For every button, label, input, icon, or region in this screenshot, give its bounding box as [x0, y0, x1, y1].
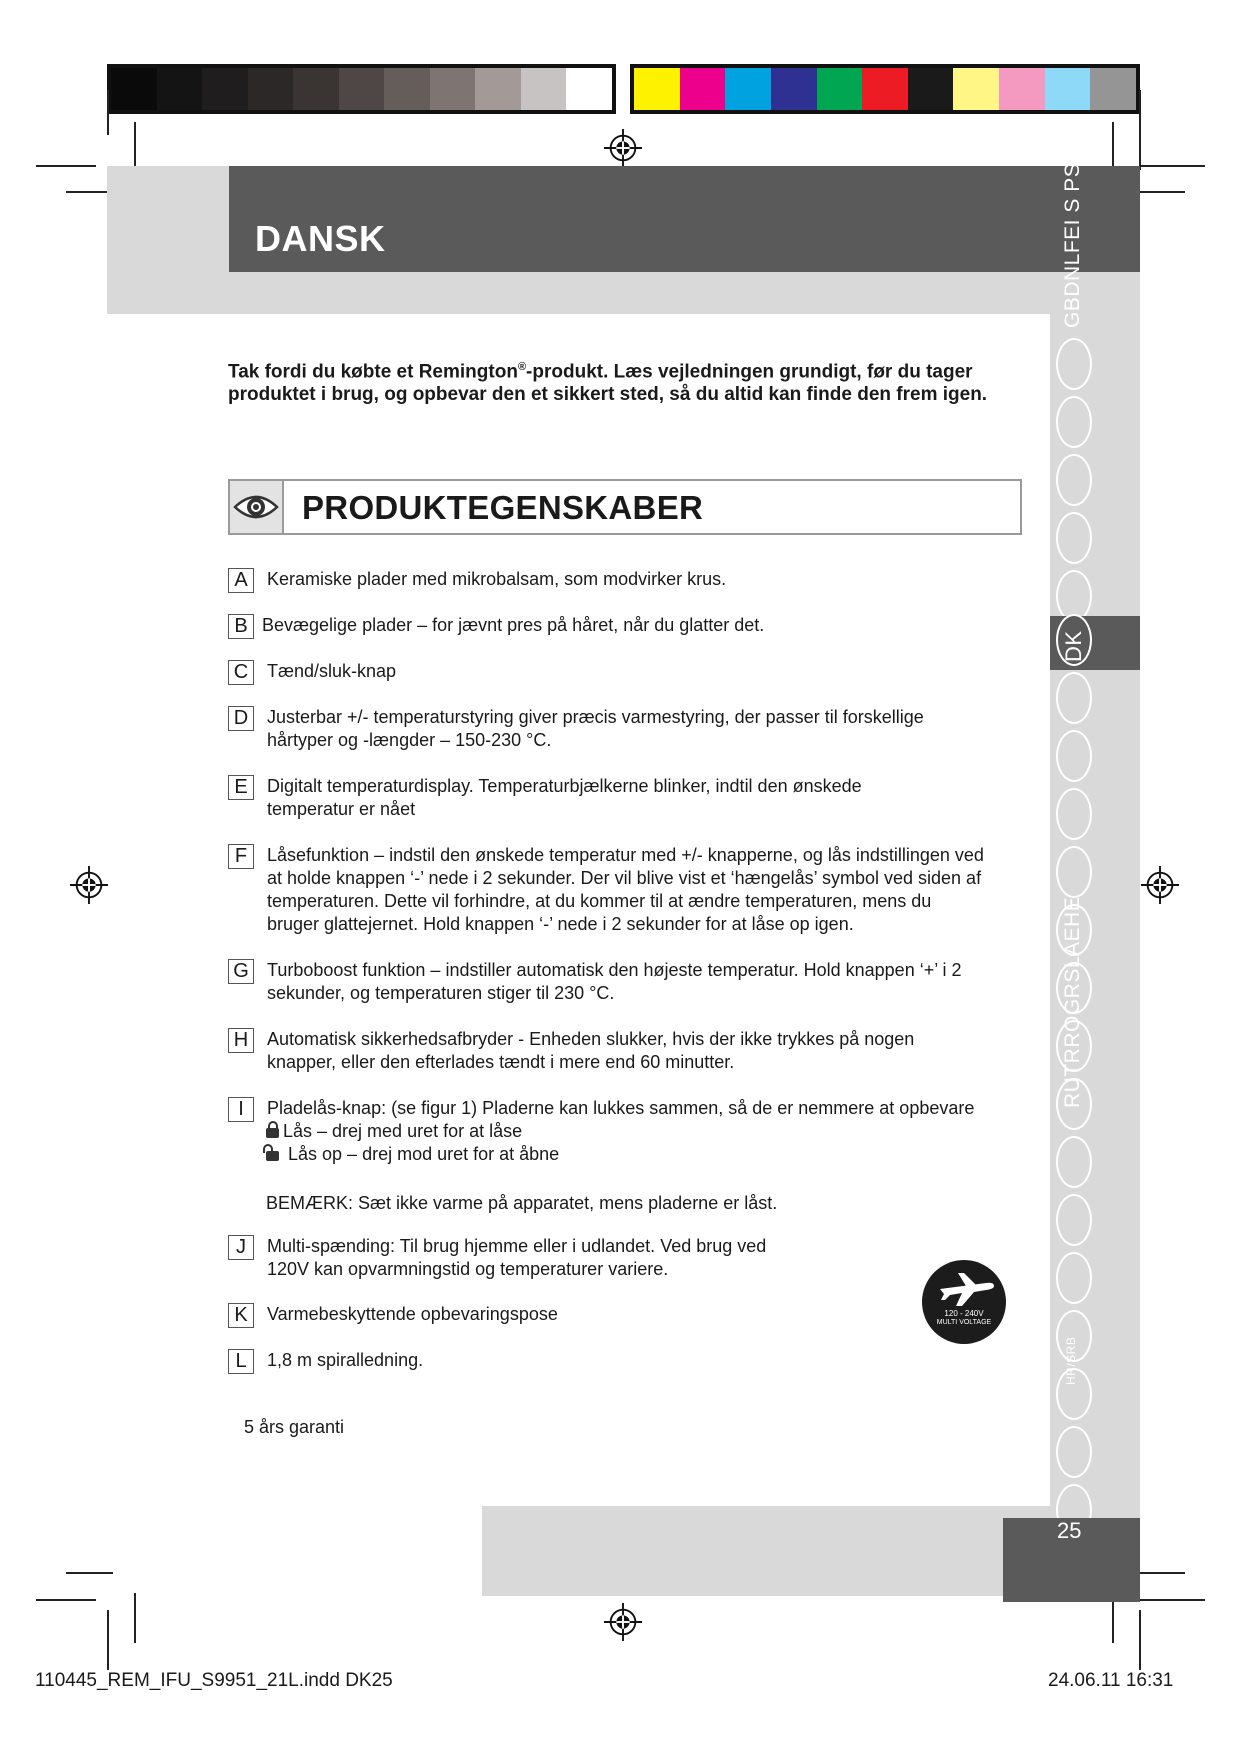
tab-ring	[1056, 1252, 1092, 1304]
feature-text: Låsefunktion – indstil den ønskede temperatur med +/- knapperne, og lås indstillingen ved at holde knappen ‘-’ nede i 2 sekunder. Der vil blive vist et ‘hængelås’ symbol ved siden af temperaturen. Dette vil forhindre, at du kommer til at ændre temperaturen, mens du bruger glattejernet. Hold knappen ‘-’ nede i 2 sekunder for at låse op igen.	[267, 845, 984, 934]
tab-ring	[1056, 846, 1092, 898]
gray-swatch-9	[475, 68, 521, 110]
crop-mark	[1139, 90, 1141, 170]
voltage-range: 120 - 240V	[944, 1309, 984, 1318]
feature-text: Tænd/sluk-knap	[267, 661, 397, 681]
page-number: 25	[1057, 1518, 1082, 1543]
black-swatch	[908, 68, 954, 110]
feature-letter: L	[228, 1349, 254, 1374]
feature-text: 1,8 m spiralledning.	[267, 1350, 424, 1370]
crop-mark	[134, 122, 136, 172]
registration-mark-icon	[604, 1603, 642, 1641]
gray-swatch-5	[293, 68, 339, 110]
feature-letter: B	[228, 614, 254, 639]
green-swatch	[817, 68, 863, 110]
blue-swatch	[771, 68, 817, 110]
feature-letter: E	[228, 775, 254, 800]
section-icon-box	[230, 481, 284, 533]
section-header	[228, 479, 1022, 535]
tab-labels-top: GBDNLFEI S PSKCZ	[1061, 119, 1084, 328]
footer-file-info: 110445_REM_IFU_S9951_21L.indd DK25	[35, 1670, 393, 1691]
process-color-bar	[630, 64, 1140, 114]
registration-mark-icon	[604, 129, 642, 167]
tab-ring	[1056, 788, 1092, 840]
feature-text: Pladelås-knap: (se figur 1) Pladerne kan lukkes sammen, så de er nemmere at opbevare	[267, 1098, 975, 1118]
crop-mark	[36, 165, 96, 167]
lock-open-text: Lås op – drej mod uret for at åbne	[288, 1144, 560, 1164]
crop-mark	[1140, 165, 1205, 167]
gray-swatch	[1090, 68, 1136, 110]
magenta-swatch	[680, 68, 726, 110]
gray-swatch-6	[339, 68, 385, 110]
feature-text: Turboboost funktion – indstiller automatisk den højeste temperatur. Hold knappen ‘+’ i 2 sekunder, og temperaturen stiger til 230 °C.	[267, 960, 962, 1003]
light-cyan-swatch	[1045, 68, 1091, 110]
feature-text: Bevægelige plader – for jævnt pres på håret, når du glatter det.	[262, 615, 765, 635]
pink-swatch	[999, 68, 1045, 110]
gray-color-bar	[107, 64, 616, 114]
gray-swatch-8	[430, 68, 476, 110]
gray-swatch-10	[521, 68, 567, 110]
feature-letter: K	[228, 1303, 254, 1328]
feature-letter: H	[228, 1028, 254, 1053]
section-title: PRODUKTEGENSKABER	[302, 489, 704, 526]
yellow-swatch	[634, 68, 680, 110]
crop-mark	[107, 90, 109, 135]
feature-text: Justerbar +/- temperaturstyring giver præcis varmestyring, der passer til forskellige hårtyper og -længder – 150-230 °C.	[267, 707, 924, 750]
voltage-label: MULTI VOLTAGE	[936, 1319, 992, 1326]
gray-swatch-7	[384, 68, 430, 110]
crop-mark	[66, 191, 113, 193]
tab-ring	[1056, 512, 1092, 564]
lock-open-icon	[266, 1151, 279, 1161]
crop-mark	[66, 1572, 113, 1574]
tab-label-active[interactable]: DK	[1061, 630, 1086, 662]
cyan-swatch	[725, 68, 771, 110]
intro-paragraph	[228, 356, 988, 406]
eye-icon	[230, 481, 282, 533]
tab-ring	[1056, 396, 1092, 448]
light-yellow-swatch	[953, 68, 999, 110]
feature-text: Keramiske plader med mikrobalsam, som modvirker krus.	[267, 569, 727, 589]
feature-text: Multi-spænding: Til brug hjemme eller i udlandet. Ved brug ved 120V kan opvarmningstid og temperaturer variere.	[267, 1236, 767, 1279]
footer-date-time: 24.06.11 16:31	[1048, 1670, 1174, 1691]
gray-swatch-11	[566, 68, 612, 110]
tab-ring	[1056, 454, 1092, 506]
registration-mark-icon	[70, 866, 108, 904]
feature-letter: I	[228, 1097, 254, 1122]
warranty-text: 5 års garanti	[244, 1417, 345, 1437]
intro-text-end: -produkt. Læs vejledningen grundigt, før du tager produktet i brug, og opbevar den et sikkert sted, så du altid kan finde den frem igen.	[228, 361, 988, 406]
crop-mark	[1139, 1610, 1141, 1670]
feature-text: Digitalt temperaturdisplay. Temperaturbjælkerne blinker, indtil den ønskede temperatur er nået	[267, 776, 862, 819]
crop-mark	[36, 1599, 96, 1601]
feature-letter: A	[228, 568, 254, 593]
feature-letter: D	[228, 706, 254, 731]
feature-letter: J	[228, 1235, 254, 1260]
multi-voltage-badge	[922, 1260, 1006, 1344]
lock-instruction	[266, 1120, 522, 1143]
feature-text: Varmebeskyttende opbevaringspose	[267, 1304, 558, 1324]
tab-ring	[1056, 1194, 1092, 1246]
crop-mark	[134, 1593, 136, 1643]
tab-labels-bottom: HR/SRB	[1064, 1336, 1078, 1385]
red-swatch	[862, 68, 908, 110]
page-title: DANSK	[255, 218, 386, 259]
crop-mark	[1112, 122, 1114, 172]
tab-labels-middle: RUTRROGRSLAEHE	[1061, 896, 1084, 1108]
feature-text: Automatisk sikkerhedsafbryder - Enheden slukker, hvis der ikke trykkes på nogen knapper, eller den efterlades tændt i mere end 60 minutter.	[267, 1029, 915, 1072]
tab-ring	[1056, 338, 1092, 390]
feature-letter: C	[228, 660, 254, 685]
crop-mark	[107, 1610, 109, 1670]
registered-mark: ®	[517, 361, 527, 373]
feature-letter: G	[228, 959, 254, 984]
feature-letter: F	[228, 844, 254, 869]
gray-swatch-4	[248, 68, 294, 110]
gray-swatch-1	[111, 68, 157, 110]
airplane-icon	[922, 1262, 1006, 1312]
crop-mark	[1140, 1599, 1205, 1601]
note-text: BEMÆRK: Sæt ikke varme på apparatet, mens pladerne er låst.	[266, 1193, 778, 1213]
registration-mark-icon	[1141, 866, 1179, 904]
tab-ring	[1056, 1136, 1092, 1188]
intro-text-start: Tak fordi du købte et Remington	[228, 361, 518, 383]
lock-closed-icon	[266, 1128, 279, 1138]
tab-ring	[1056, 1426, 1092, 1478]
unlock-instruction	[266, 1143, 559, 1166]
lock-closed-text: Lås – drej med uret for at låse	[283, 1121, 523, 1141]
tab-ring	[1056, 730, 1092, 782]
tab-ring	[1056, 672, 1092, 724]
gray-swatch-2	[157, 68, 203, 110]
gray-swatch-3	[202, 68, 248, 110]
